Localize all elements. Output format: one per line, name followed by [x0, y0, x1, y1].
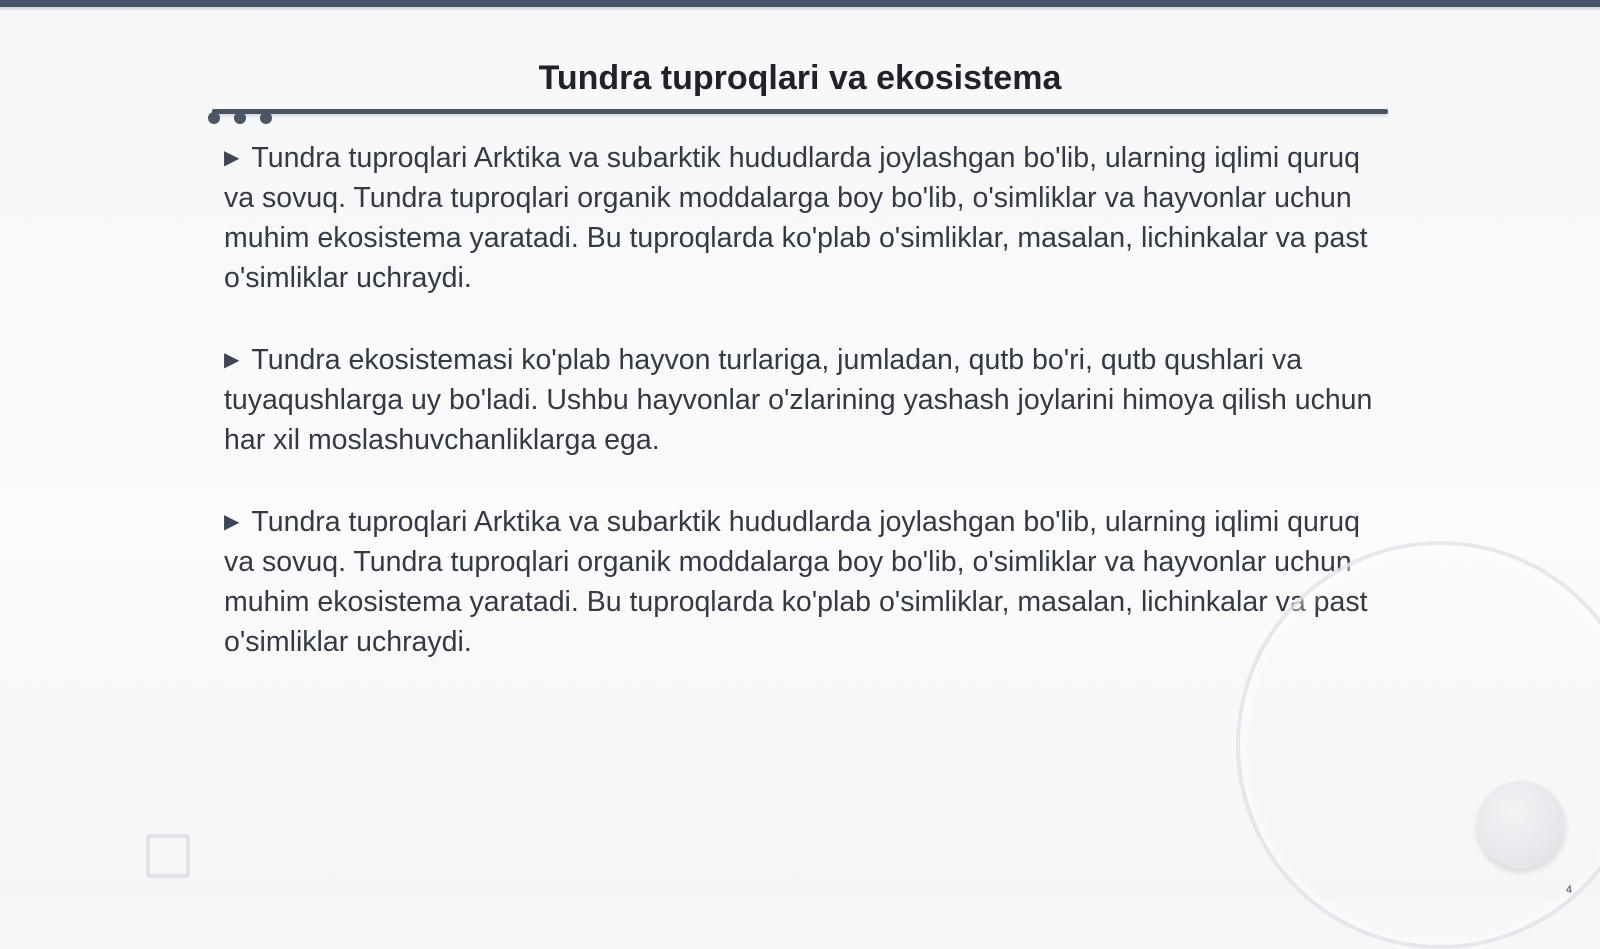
rule-dot	[208, 112, 220, 124]
bullet-item	[224, 340, 1384, 460]
top-accent-bar	[0, 0, 1600, 7]
bullet-text: Tundra tuproqlari Arktika va subarktik hududlarda joylashgan bo'lib, ularning iqlimi quruq va sovuq. Tundra tuproqlari organik moddalarga boy bo'lib, o'simliklar va hayvonlar uchun muhim ekosistema yaratadi. Bu tuproqlarda ko'plab o'simliklar, masalan, lichinkalar va past o'simliklar uchraydi.	[224, 506, 1368, 658]
title-underline	[212, 109, 1388, 114]
bullet-item	[224, 502, 1384, 662]
bullet-text: Tundra ekosistemasi ko'plab hayvon turlariga, jumladan, qutb bo'ri, qutb qushlari va tuyaqushlarga uy bo'ladi. Ushbu hayvonlar o'zlarining yashash joylarini himoya qilish uchun har xil moslashuvchanliklarga ega.	[224, 344, 1373, 456]
bullet-list	[224, 138, 1384, 704]
triangle-right-icon: ▶	[224, 349, 240, 371]
slide-title: Tundra tuproqlari va ekosistema	[538, 59, 1062, 97]
bullet-item	[224, 138, 1384, 298]
bullet-text: Tundra tuproqlari Arktika va subarktik hududlarda joylashgan bo'lib, ularning iqlimi quruq va sovuq. Tundra tuproqlari organik moddalarga boy bo'lib, o'simliklar va hayvonlar uchun muhim ekosistema yaratadi. Bu tuproqlarda ko'plab o'simliklar, masalan, lichinkalar va past o'simliklar uchraydi.	[224, 142, 1368, 294]
decorative-disc	[1477, 781, 1565, 869]
page-number: 4	[1565, 884, 1572, 896]
rule-dot	[260, 112, 272, 124]
rule-dot	[234, 112, 246, 124]
triangle-right-icon: ▶	[224, 511, 240, 533]
triangle-right-icon: ▶	[224, 147, 240, 169]
decorative-square	[146, 834, 190, 878]
